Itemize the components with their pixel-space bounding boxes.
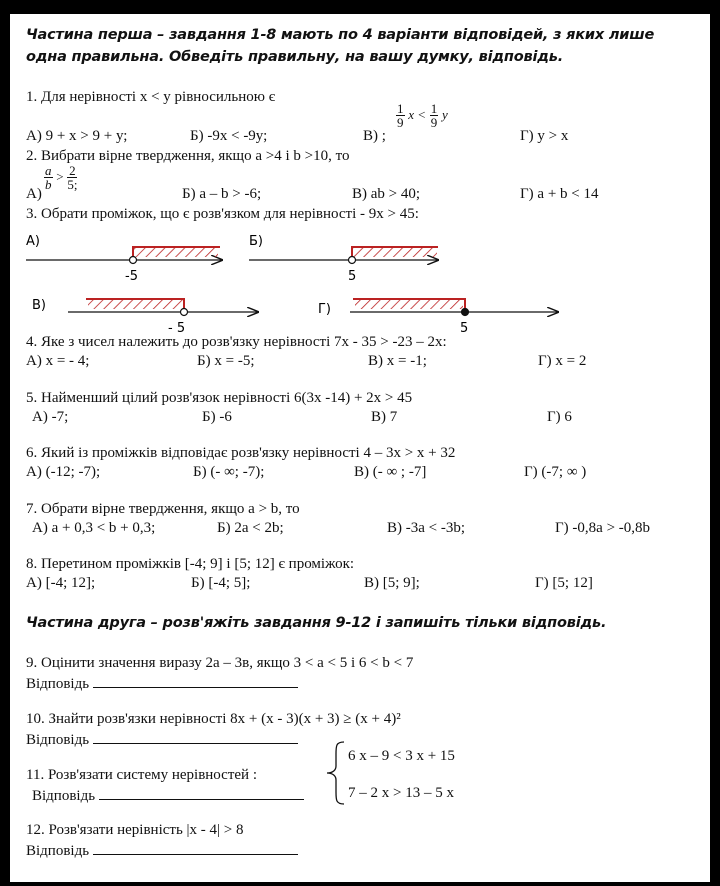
q3-v-hatch [88, 300, 184, 309]
q5-option-d[interactable]: Г) 6 [547, 409, 572, 425]
q3-a-hatch [133, 248, 218, 257]
q11-answer [32, 785, 304, 805]
q3-option-g[interactable] [318, 299, 558, 334]
q1-option-b[interactable]: Б) -9х < -9у; [190, 128, 268, 144]
q9-question: 9. Оцінити значення виразу 2а – 3в, якщо 3 < a < 5 і 6 < b < 7 [26, 655, 414, 671]
q3-option-b[interactable] [249, 234, 438, 284]
q1-option-c-expression [396, 102, 448, 129]
part1-header-line1: Частина перша – завдання 1-8 мають по 4 варіанти відповідей, з яких лише [26, 27, 655, 43]
q1-fraction-2: $\frac{1}{9}$ [430, 101, 438, 130]
q3-v-point [181, 309, 188, 316]
q5-question: 5. Найменший цілий розв'язок нерівності 6(3х -14) + 2х > 45 [26, 390, 413, 406]
q12-answer-label: Відповідь [26, 843, 90, 859]
q8-option-a[interactable]: А) [-4; 12]; [26, 575, 96, 591]
system-brace-icon [324, 740, 348, 806]
q2-option-a-expression [44, 164, 77, 191]
q3-option-v[interactable] [32, 298, 258, 334]
q10-answer-field[interactable] [93, 729, 298, 744]
q2-option-c[interactable]: В) ab > 40; [352, 186, 421, 202]
q11-answer-label: Відповідь [32, 788, 96, 804]
q3-option-b-point-label: 5 [348, 269, 357, 284]
q3-option-a-label: А) [26, 234, 40, 249]
q3-question: 3. Обрати проміжок, що є розв'язком для нерівності - 9х > 45: [26, 206, 419, 222]
q1-option-a[interactable]: А) 9 + х > 9 + у; [26, 128, 128, 144]
q1-option-c-label[interactable]: В) ; [363, 128, 386, 144]
q6-option-a[interactable]: А) (-12; -7); [26, 464, 101, 480]
q7-question: 7. Обрати вірне твердження, якщо a > b, то [26, 501, 300, 517]
part2-header: Частина друга – розв'яжіть завдання 9-12 і запишіть тільки відповідь. [26, 615, 607, 631]
q9-answer [26, 673, 298, 693]
q7-option-d[interactable]: Г) -0,8a > -0,8b [555, 520, 651, 536]
q11-inequality-1: 6 х – 9 < 3 х + 15 [348, 748, 455, 764]
q2-fraction-2: $\frac{2}{5;}$ [67, 163, 78, 192]
q5-option-c[interactable]: В) 7 [371, 409, 398, 425]
q3-a-point [130, 257, 137, 264]
q3-g-point [462, 309, 469, 316]
q12-answer [26, 840, 298, 860]
q3-option-v-label: В) [32, 298, 46, 313]
q3-b-hatch [352, 248, 437, 257]
q8-option-d[interactable]: Г) [5; 12] [535, 575, 593, 591]
q1-expression-end: y [442, 106, 448, 122]
q3-b-point [349, 257, 356, 264]
q12-question: 12. Розв'язати нерівність |х - 4| > 8 [26, 822, 244, 838]
q10-answer-label: Відповідь [26, 732, 90, 748]
q3-option-b-label: Б) [249, 234, 263, 249]
q8-option-b[interactable]: Б) [-4; 5]; [191, 575, 251, 591]
q11-question: 11. Розв'язати систему нерівностей : [26, 767, 257, 783]
q6-option-b[interactable]: Б) (- ∞; -7); [193, 464, 265, 480]
q9-answer-label: Відповідь [26, 676, 90, 692]
q11-inequality-2: 7 – 2 х > 13 – 5 х [348, 785, 454, 801]
q5-option-a[interactable]: А) -7; [32, 409, 69, 425]
q10-question: 10. Знайти розв'язки нерівності 8х + (х - 3)(х + 3) ≥ (х + 4)² [26, 711, 401, 727]
q4-option-b[interactable]: Б) х = -5; [197, 353, 255, 369]
q1-expression-mid: x < [408, 106, 427, 122]
q1-fraction-1: $\frac{1}{9}$ [397, 101, 404, 130]
q2-option-b[interactable]: Б) а – b > -6; [182, 186, 262, 202]
q11-answer-field[interactable] [99, 785, 304, 800]
q6-question: 6. Який із проміжків відповідає розв'язку нерівності 4 – 3х > х + 32 [26, 445, 456, 461]
q3-option-v-point-label: - 5 [168, 321, 186, 334]
q1-option-d[interactable]: Г) у > х [520, 128, 569, 144]
q3-g-hatch [355, 300, 463, 309]
q3-option-a-point-label: -5 [125, 269, 138, 284]
q3-option-g-label: Г) [318, 302, 331, 317]
q7-option-b[interactable]: Б) 2a < 2b; [217, 520, 284, 536]
q4-question: 4. Яке з чисел належить до розв'язку нерівності 7х - 35 > -23 – 2х: [26, 334, 447, 350]
q2-question: 2. Вибрати вірне твердження, якщо а >4 і b >10, то [26, 148, 350, 164]
q2-option-a-label[interactable]: А) [26, 186, 42, 202]
worksheet-page [10, 14, 710, 882]
q12-answer-field[interactable] [93, 840, 298, 855]
q3-option-a[interactable] [26, 234, 222, 284]
part1-header-line2: одна правильна. Обведіть правильну, на вашу думку, відповідь. [26, 49, 564, 65]
q2-option-d[interactable]: Г) а + b < 14 [520, 186, 599, 202]
q7-option-a[interactable]: А) a + 0,3 < b + 0,3; [32, 520, 156, 536]
q8-option-c[interactable]: В) [5; 9]; [364, 575, 420, 591]
q2-fraction-1: $\frac{a}{b}$ [45, 163, 52, 192]
q3-option-g-point-label: 5 [460, 321, 469, 334]
q4-option-a[interactable]: А) х = - 4; [26, 353, 90, 369]
q5-option-b[interactable]: Б) -6 [202, 409, 232, 425]
q7-option-c[interactable]: В) -3a < -3b; [387, 520, 466, 536]
q3-number-lines [10, 224, 710, 334]
q6-option-d[interactable]: Г) (-7; ∞ ) [524, 464, 587, 480]
q2-expression-mid: > [56, 168, 64, 184]
q6-option-c[interactable]: В) (- ∞ ; -7] [354, 464, 427, 480]
q8-question: 8. Перетином проміжків [-4; 9] і [5; 12] є проміжок: [26, 556, 355, 572]
q9-answer-field[interactable] [93, 673, 298, 688]
q4-option-c[interactable]: В) х = -1; [368, 353, 427, 369]
q10-answer [26, 729, 298, 749]
q4-option-d[interactable]: Г) х = 2 [538, 353, 587, 369]
q1-question: 1. Для нерівності х < у рівносильною є [26, 89, 276, 105]
